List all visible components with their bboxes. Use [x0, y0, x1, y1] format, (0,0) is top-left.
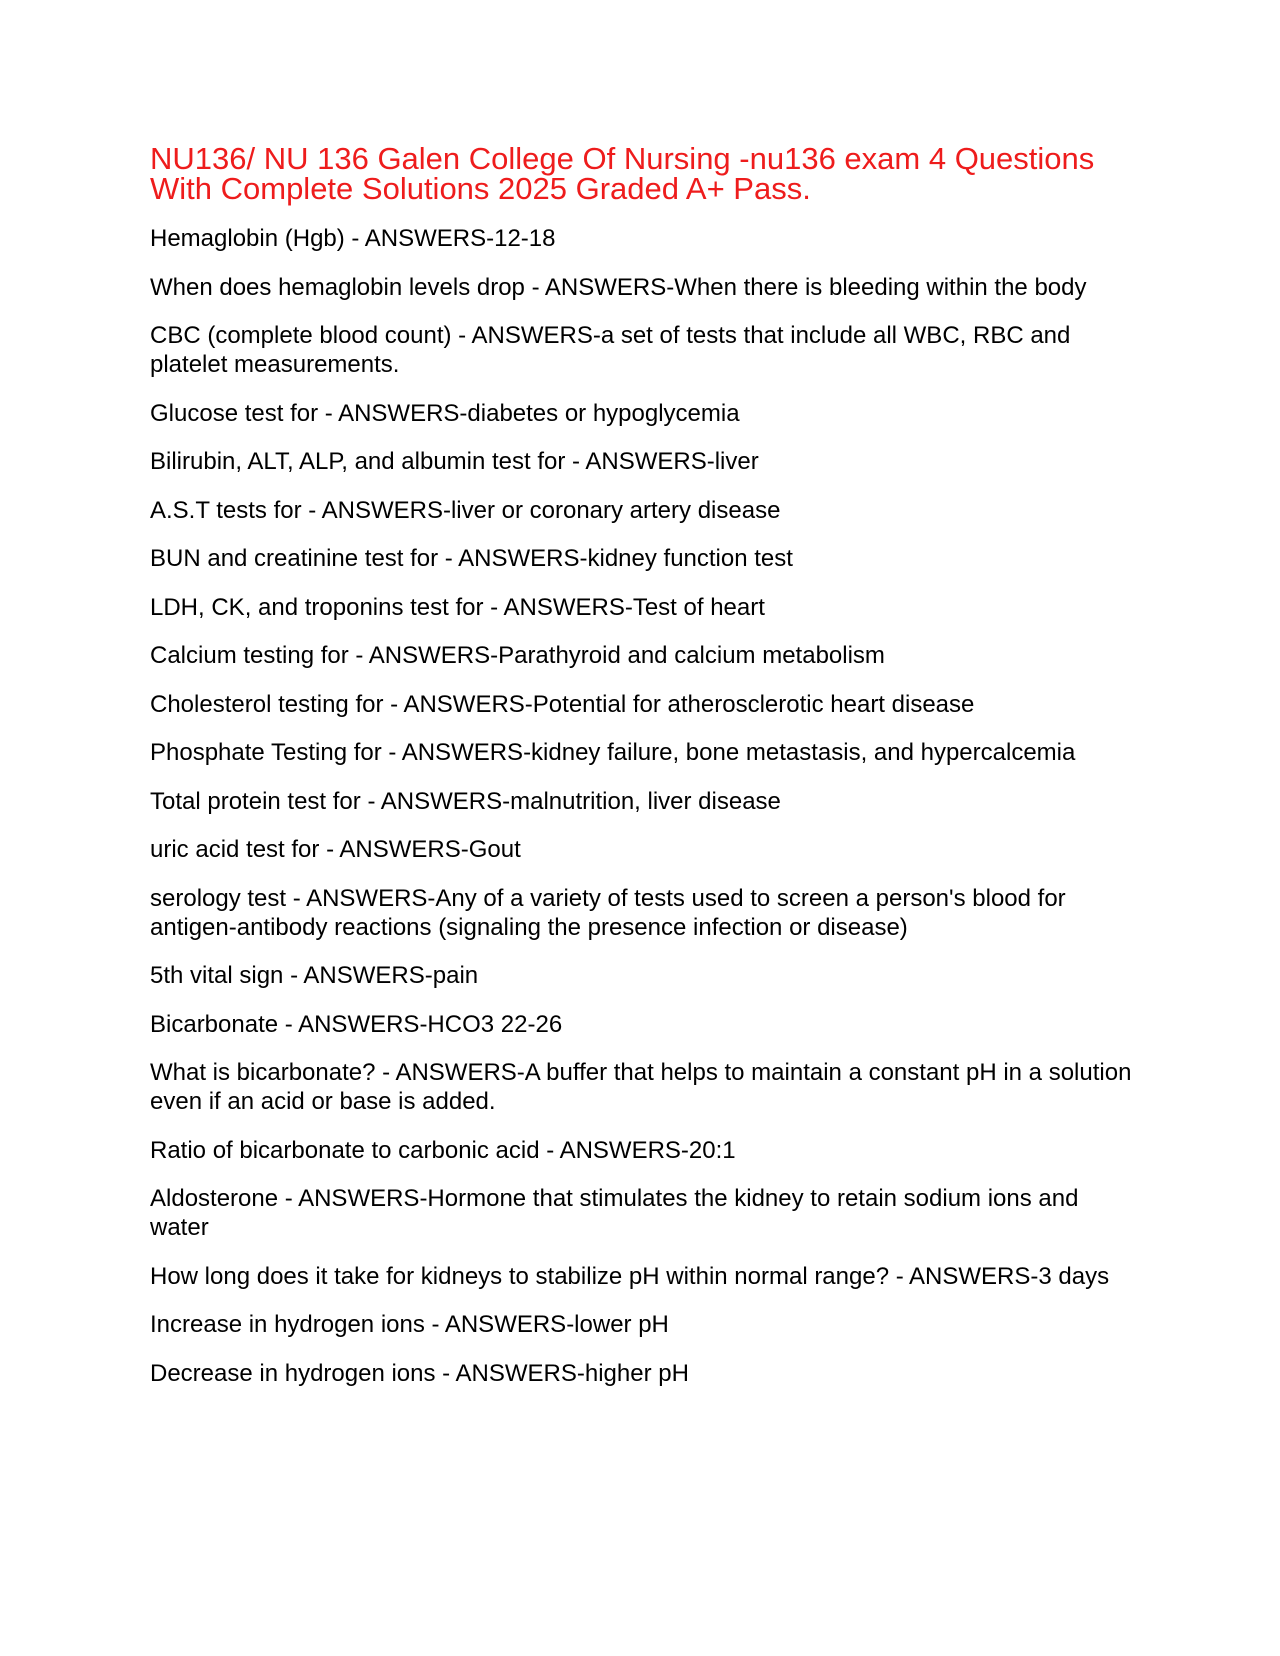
- qa-item: 5th vital sign - ANSWERS-pain: [150, 962, 479, 989]
- document-title: NU136/ NU 136 Galen College Of Nursing -nu136 exam 4 Questions With Complete Solutions 2025 Graded A+ Pass.: [150, 141, 1095, 206]
- qa-item: Cholesterol testing for - ANSWERS-Potential for atherosclerotic heart disease: [150, 690, 975, 718]
- qa-item: Ratio of bicarbonate to carbonic acid - ANSWERS-20:1: [150, 1136, 736, 1164]
- qa-list: [150, 224, 1140, 1388]
- qa-item: serology test - ANSWERS-Any of a variety of tests used to screen a person's blood for antigen-antibody reactions (signaling the presence infection or disease): [150, 884, 1066, 941]
- qa-item: Calcium testing for - ANSWERS-Parathyroid and calcium metabolism: [150, 642, 885, 669]
- qa-item: CBC (complete blood count) - ANSWERS-a set of tests that include all WBC, RBC and platelet measurements.: [150, 322, 1071, 378]
- qa-item: How long does it take for kidneys to stabilize pH within normal range? - ANSWERS-3 days: [150, 1262, 1110, 1290]
- qa-item: Decrease in hydrogen ions - ANSWERS-higher pH: [150, 1359, 689, 1387]
- qa-item: Phosphate Testing for - ANSWERS-kidney failure, bone metastasis, and hypercalcemia: [150, 739, 1076, 766]
- qa-item: Glucose test for - ANSWERS-diabetes or hypoglycemia: [150, 399, 740, 427]
- qa-item: Aldosterone - ANSWERS-Hormone that stimulates the kidney to retain sodium ions and water: [150, 1185, 1079, 1241]
- qa-item: What is bicarbonate? - ANSWERS-A buffer that helps to maintain a constant pH in a solution even if an acid or base is added.: [150, 1059, 1132, 1115]
- qa-item: LDH, CK, and troponins test for - ANSWERS-Test of heart: [150, 593, 765, 621]
- qa-item: Bilirubin, ALT, ALP, and albumin test for - ANSWERS-liver: [150, 448, 759, 475]
- document-page: [150, 141, 1140, 1407]
- qa-item: A.S.T tests for - ANSWERS-liver or coronary artery disease: [150, 496, 781, 524]
- qa-item: BUN and creatinine test for - ANSWERS-kidney function test: [150, 545, 793, 572]
- qa-item: Hemaglobin (Hgb) - ANSWERS-12-18: [150, 225, 556, 252]
- qa-item: uric acid test for - ANSWERS-Gout: [150, 836, 521, 863]
- qa-item: Total protein test for - ANSWERS-malnutrition, liver disease: [150, 787, 781, 815]
- qa-item: Increase in hydrogen ions - ANSWERS-lower pH: [150, 1311, 669, 1338]
- qa-item: When does hemaglobin levels drop - ANSWERS-When there is bleeding within the body: [150, 273, 1087, 301]
- qa-item: Bicarbonate - ANSWERS-HCO3 22-26: [150, 1010, 563, 1038]
